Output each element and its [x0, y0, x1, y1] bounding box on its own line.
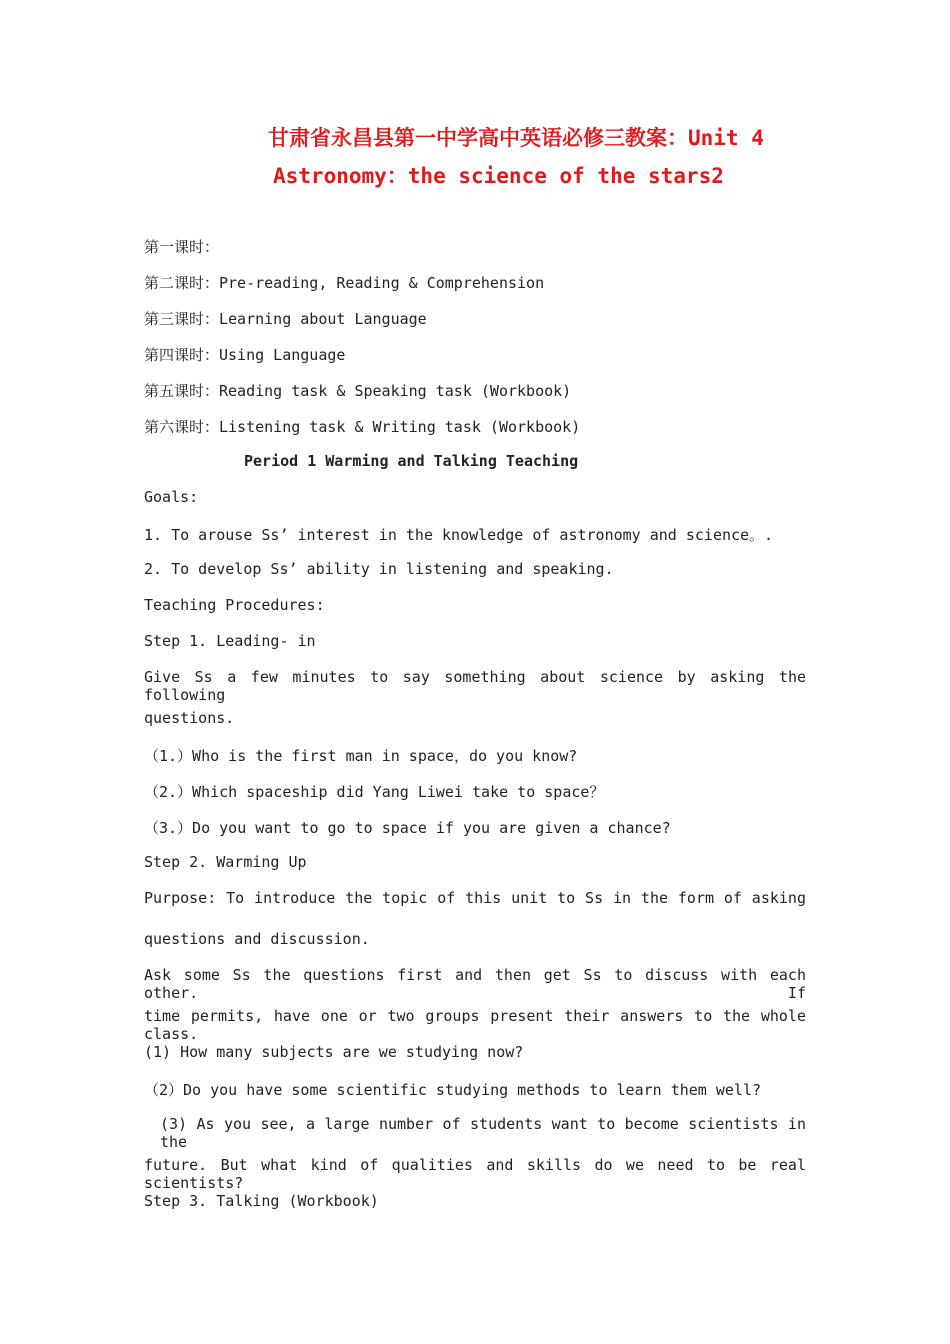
- goal-item: 2. To develop Ss’ ability in listening and speaking.: [144, 560, 614, 578]
- schedule-item: 第二课时：Pre-reading, Reading & Comprehension: [144, 274, 545, 292]
- step2-question-line1: (3) As you see, a large number of students want to become scientists in the: [160, 1115, 806, 1151]
- schedule-item: 第五课时：Reading task & Speaking task (Workbook): [144, 382, 572, 400]
- procedures-label: Teaching Procedures:: [144, 596, 325, 614]
- document-title-line1: 甘肃省永昌县第一中学高中英语必修三教案：Unit 4: [268, 126, 764, 150]
- step2-purpose-line2: questions and discussion.: [144, 930, 370, 948]
- schedule-item: 第一课时：: [144, 238, 220, 256]
- step3-title: Step 3. Talking (Workbook): [144, 1192, 379, 1210]
- step1-title: Step 1. Leading- in: [144, 632, 316, 650]
- step1-question: （1.）Who is the first man in space，do you know?: [144, 747, 578, 765]
- step2-question-line2: future. But what kind of qualities and skills do we need to be real scientists?: [144, 1156, 806, 1192]
- step2-question: （2）Do you have some scientific studying methods to learn them well?: [144, 1081, 761, 1099]
- schedule-item: 第六课时：Listening task & Writing task (Workbook): [144, 418, 581, 436]
- step2-purpose-line1: Purpose: To introduce the topic of this unit to Ss in the form of asking: [144, 889, 806, 907]
- schedule-item: 第四课时：Using Language: [144, 346, 346, 364]
- step1-question: （3.）Do you want to go to space if you are given a chance?: [144, 819, 671, 837]
- document-title-line2: Astronomy：the science of the stars2: [273, 164, 724, 188]
- goal-item: 1. To arouse Ss’ interest in the knowledge of astronomy and science。.: [144, 526, 774, 544]
- step1-intro-line1: Give Ss a few minutes to say something about science by asking the following: [144, 668, 806, 704]
- step1-question: （2.）Which spaceship did Yang Liwei take to space？: [144, 783, 605, 801]
- step1-intro-line2: questions.: [144, 709, 235, 727]
- step2-title: Step 2. Warming Up: [144, 853, 307, 871]
- goals-label: Goals:: [144, 488, 199, 506]
- step2-question: (1) How many subjects are we studying now?: [144, 1043, 524, 1061]
- period-heading: Period 1 Warming and Talking Teaching: [244, 452, 579, 470]
- step2-ask-line2: time permits, have one or two groups present their answers to the whole class.: [144, 1007, 806, 1043]
- schedule-item: 第三课时：Learning about Language: [144, 310, 427, 328]
- step2-ask-line1: Ask some Ss the questions first and then get Ss to discuss with each other. If: [144, 966, 806, 1002]
